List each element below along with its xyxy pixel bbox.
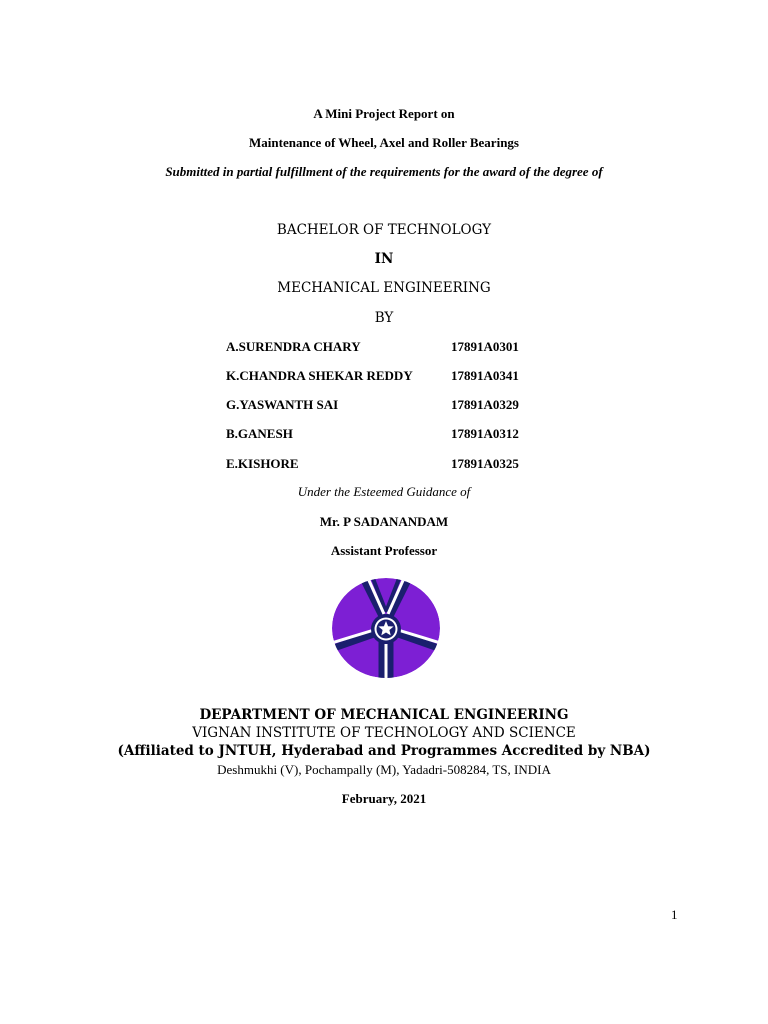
- student-roll: 17891A0325: [451, 456, 519, 471]
- guide-designation: Assistant Professor: [330, 543, 438, 558]
- branch-name: MECHANICAL ENGINEERING: [277, 280, 491, 296]
- institute-address: Deshmukhi (V), Pochampally (M), Yadadri-508284, TS, INDIA: [217, 762, 551, 777]
- student-name: A.SURENDRA CHARY: [226, 339, 361, 354]
- guidance-label: Under the Esteemed Guidance of: [297, 484, 471, 499]
- student-name: B.GANESH: [226, 426, 293, 441]
- submission-note: Submitted in partial fulfillment of the requirements for the award of the degree of: [165, 164, 603, 179]
- in-label: IN: [374, 251, 394, 267]
- by-label: BY: [374, 310, 394, 326]
- institute-emblem-icon: [332, 578, 440, 678]
- institute-name: VIGNAN INSTITUTE OF TECHNOLOGY AND SCIENCE: [192, 725, 576, 741]
- student-row: [226, 456, 526, 474]
- student-row: [226, 426, 526, 444]
- degree-name: BACHELOR OF TECHNOLOGY: [276, 222, 492, 238]
- department-name: DEPARTMENT OF MECHANICAL ENGINEERING: [199, 707, 569, 723]
- guide-name: Mr. P SADANANDAM: [319, 514, 449, 529]
- student-roll: 17891A0301: [451, 339, 519, 354]
- student-name: E.KISHORE: [226, 456, 299, 471]
- report-date: February, 2021: [341, 791, 427, 806]
- student-row: [226, 368, 526, 386]
- student-roll: 17891A0341: [451, 368, 519, 383]
- page-number: 1: [671, 907, 678, 922]
- student-row: [226, 339, 526, 357]
- student-name: G.YASWANTH SAI: [226, 397, 339, 412]
- project-title: Maintenance of Wheel, Axel and Roller Bearings: [249, 135, 519, 150]
- student-roll: 17891A0312: [451, 426, 519, 441]
- affiliation-note: (Affiliated to JNTUH, Hyderabad and Programmes Accredited by NBA): [117, 743, 651, 759]
- student-row: [226, 397, 526, 415]
- student-name: K.CHANDRA SHEKAR REDDY: [226, 368, 413, 383]
- student-roll: 17891A0329: [451, 397, 519, 412]
- report-label: A Mini Project Report on: [313, 106, 455, 121]
